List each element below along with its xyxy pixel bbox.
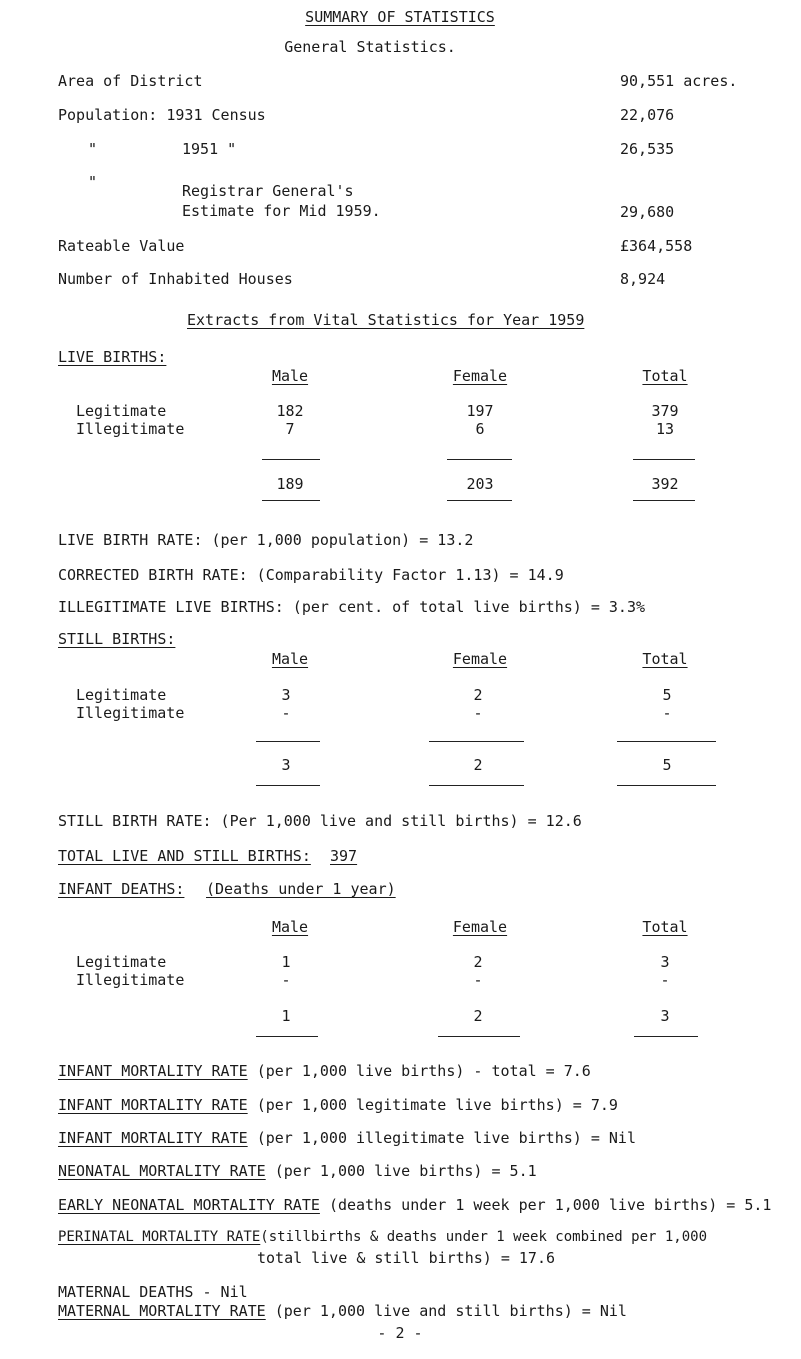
- live-births-cell: 7: [285, 420, 295, 438]
- live-births-cell: 13: [655, 420, 675, 438]
- still-births-rule: [429, 785, 524, 786]
- still-births-row-label: Illegitimate: [76, 704, 185, 722]
- live-births-rule: [262, 459, 320, 460]
- population-1951-label: 1951 ": [182, 140, 237, 158]
- still-births-cell: 5: [662, 686, 672, 704]
- live-births-heading: LIVE BIRTHS:: [58, 348, 167, 366]
- perinatal-value-1: (stillbirths & deaths under 1 week combined per 1,000: [260, 1229, 708, 1245]
- page-title: SUMMARY OF STATISTICS: [305, 8, 495, 26]
- still-births-row-label: Legitimate: [76, 686, 167, 704]
- live-births-header-female: Female: [452, 367, 508, 385]
- infant-deaths-cell: 3: [660, 953, 670, 971]
- infant-deaths-rule: [256, 1036, 318, 1037]
- houses-value: 8,924: [620, 270, 666, 288]
- section-subtitle: General Statistics.: [284, 38, 456, 56]
- illegitimate-live-births: ILLEGITIMATE LIVE BIRTHS: (per cent. of total live births) = 3.3%: [58, 598, 645, 616]
- imr-total: [58, 1062, 591, 1080]
- still-births-header-male: Male: [271, 650, 309, 668]
- still-births-cell: -: [281, 704, 291, 722]
- still-births-cell: 3: [281, 686, 291, 704]
- imr-illegitimate-value: (per 1,000 illegitimate live births) = Nil: [256, 1129, 636, 1147]
- infant-deaths-header-female: Female: [452, 918, 508, 936]
- still-births-rule: [617, 741, 716, 742]
- page-number: - 2 -: [377, 1324, 423, 1342]
- live-births-row-label: Illegitimate: [76, 420, 185, 438]
- infant-deaths-note: (Deaths under 1 year): [206, 880, 396, 898]
- population-1931-value: 22,076: [620, 106, 675, 124]
- infant-deaths-row-label: Legitimate: [76, 953, 167, 971]
- imr-total-label: INFANT MORTALITY RATE: [58, 1062, 248, 1080]
- population-1951-value: 26,535: [620, 140, 675, 158]
- imr-total-value: (per 1,000 live births) - total = 7.6: [256, 1062, 591, 1080]
- perinatal-value-2: total live & still births) = 17.6: [257, 1249, 556, 1267]
- still-births-rule: [256, 785, 320, 786]
- extracts-heading: Extracts from Vital Statistics for Year 1959: [187, 311, 585, 329]
- imr-legitimate: [58, 1096, 618, 1114]
- houses-label: Number of Inhabited Houses: [58, 270, 293, 288]
- infant-deaths-cell: -: [473, 971, 483, 989]
- still-births-total: 5: [662, 756, 672, 774]
- imr-legitimate-label: INFANT MORTALITY RATE: [58, 1096, 248, 1114]
- live-births-cell: 182: [276, 402, 304, 420]
- live-birth-rate: LIVE BIRTH RATE: (per 1,000 population) = 13.2: [58, 531, 474, 549]
- infant-deaths-total: 3: [660, 1007, 670, 1025]
- live-births-rule: [633, 500, 695, 501]
- infant-deaths-rule: [438, 1036, 520, 1037]
- neonatal-mortality: [58, 1162, 537, 1180]
- still-births-cell: -: [473, 704, 483, 722]
- live-births-row-label: Legitimate: [76, 402, 167, 420]
- maternal-rate-value: (per 1,000 live and still births) = Nil: [274, 1302, 627, 1320]
- total-live-still-births-label: TOTAL LIVE AND STILL BIRTHS:: [58, 847, 311, 865]
- population-estimate-label-2: Estimate for Mid 1959.: [182, 202, 381, 220]
- live-births-rule: [447, 500, 512, 501]
- infant-deaths-heading: INFANT DEATHS:: [58, 880, 185, 898]
- imr-illegitimate-label: INFANT MORTALITY RATE: [58, 1129, 248, 1147]
- still-births-header-female: Female: [452, 650, 508, 668]
- still-births-rule: [256, 741, 320, 742]
- live-births-rule: [262, 500, 320, 501]
- infant-deaths-cell: -: [660, 971, 670, 989]
- live-births-total: 392: [651, 475, 679, 493]
- live-births-cell: 379: [651, 402, 679, 420]
- population-estimate-label-1: Registrar General's: [182, 182, 354, 200]
- live-births-rule: [447, 459, 512, 460]
- early-neonatal-label: EARLY NEONATAL MORTALITY RATE: [58, 1196, 320, 1214]
- population-1931-label: Population: 1931 Census: [58, 106, 266, 124]
- population-estimate-value: 29,680: [620, 203, 675, 221]
- rateable-value-value: £364,558: [620, 237, 693, 255]
- area-value: 90,551 acres.: [620, 72, 738, 90]
- infant-deaths-row-label: Illegitimate: [76, 971, 185, 989]
- infant-deaths-cell: 2: [473, 953, 483, 971]
- perinatal-label: PERINATAL MORTALITY RATE: [58, 1229, 261, 1245]
- population-estimate-ditto: ": [88, 173, 98, 191]
- still-births-total-male: 3: [281, 756, 291, 774]
- still-births-rule: [429, 741, 524, 742]
- still-births-cell: 2: [473, 686, 483, 704]
- early-neonatal-mortality: [58, 1196, 771, 1214]
- still-births-header-total: Total: [642, 650, 688, 668]
- imr-legitimate-value: (per 1,000 legitimate live births) = 7.9: [256, 1096, 618, 1114]
- infant-deaths-total-male: 1: [281, 1007, 291, 1025]
- still-births-total-female: 2: [473, 756, 483, 774]
- live-births-header-total: Total: [642, 367, 688, 385]
- still-birth-rate: STILL BIRTH RATE: (Per 1,000 live and still births) = 12.6: [58, 812, 582, 830]
- infant-deaths-total-female: 2: [473, 1007, 483, 1025]
- rateable-value-label: Rateable Value: [58, 237, 185, 255]
- population-1951-ditto: ": [88, 140, 98, 158]
- live-births-total-male: 189: [276, 475, 304, 493]
- live-births-cell: 197: [466, 402, 494, 420]
- infant-deaths-rule: [634, 1036, 698, 1037]
- infant-deaths-header-male: Male: [271, 918, 309, 936]
- neonatal-label: NEONATAL MORTALITY RATE: [58, 1162, 266, 1180]
- infant-deaths-cell: 1: [281, 953, 291, 971]
- area-label: Area of District: [58, 72, 203, 90]
- total-live-still-births-value: 397: [330, 847, 358, 865]
- live-births-rule: [633, 459, 695, 460]
- infant-deaths-cell: -: [281, 971, 291, 989]
- infant-deaths-header-total: Total: [642, 918, 688, 936]
- live-births-total-female: 203: [466, 475, 494, 493]
- live-births-header-male: Male: [271, 367, 309, 385]
- maternal-rate-label: MATERNAL MORTALITY RATE: [58, 1302, 266, 1320]
- maternal-deaths: MATERNAL DEATHS - Nil: [58, 1283, 248, 1301]
- still-births-rule: [617, 785, 716, 786]
- corrected-birth-rate: CORRECTED BIRTH RATE: (Comparability Factor 1.13) = 14.9: [58, 566, 564, 584]
- live-births-cell: 6: [475, 420, 485, 438]
- still-births-heading: STILL BIRTHS:: [58, 630, 176, 648]
- early-neonatal-value: (deaths under 1 week per 1,000 live births) = 5.1: [328, 1196, 772, 1214]
- maternal-mortality: [58, 1302, 627, 1320]
- perinatal-mortality: [58, 1229, 707, 1245]
- still-births-cell: -: [662, 704, 672, 722]
- neonatal-value: (per 1,000 live births) = 5.1: [274, 1162, 537, 1180]
- imr-illegitimate: [58, 1129, 636, 1147]
